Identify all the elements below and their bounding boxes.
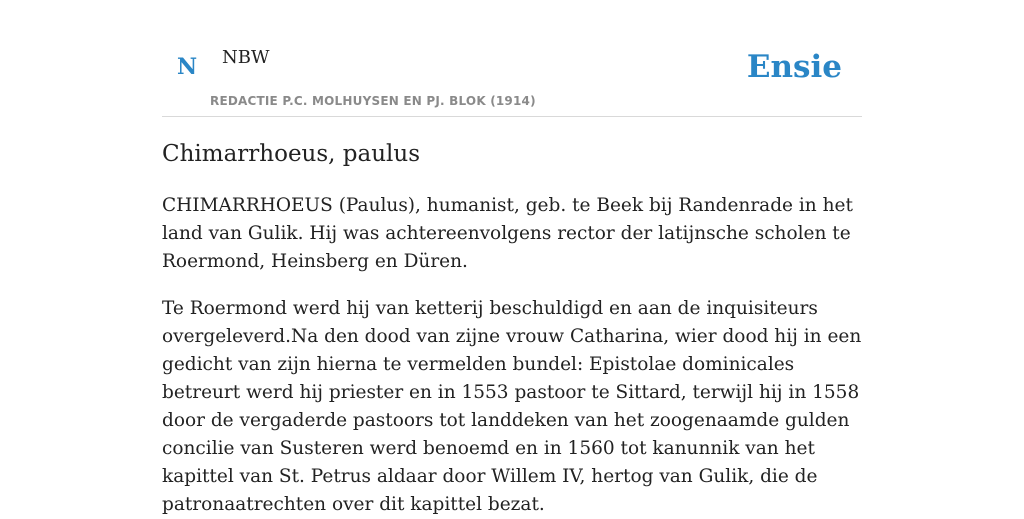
entry-paragraph: CHIMARRHOEUS (Paulus), humanist, geb. te Beek bij Randenrade in het land van Gulik. Hij was achtereenvolgens rector der latijnsche scholen te Roermond, Heinsberg en Düren.: [162, 195, 853, 272]
source-title[interactable]: NBW: [222, 47, 270, 68]
entry-paragraph: Te Roermond werd hij van ketterij beschuldigd en aan de inquisiteurs overgeleverd.Na den dood van zijne vrouw Catharina, wier dood hij in een gedicht van zijn hierna te vermelden bundel: Epistolae dominicales betreurt werd hij priester en in 1553 pastoor te Sittard, terwijl hij in 1558 door de vergaderde pastoors tot landdeken van het zoogenaamde gulden concilie van Susteren werd benoemd en in 1560 tot kanunnik van het kapittel van St. Petrus aldaar door Willem IV, hertog van Gulik, die de patronaatrechten over dit kapittel bezat.: [162, 298, 862, 515]
source-subtitle: REDACTIE P.C. MOLHUYSEN EN PJ. BLOK (1914): [210, 94, 536, 108]
source-logo[interactable]: N: [177, 54, 198, 80]
entry-title: Chimarrhoeus, paulus: [162, 141, 421, 167]
header: [162, 0, 862, 117]
page: [162, 0, 862, 515]
brand-logo-link[interactable]: Ensie: [746, 49, 842, 85]
